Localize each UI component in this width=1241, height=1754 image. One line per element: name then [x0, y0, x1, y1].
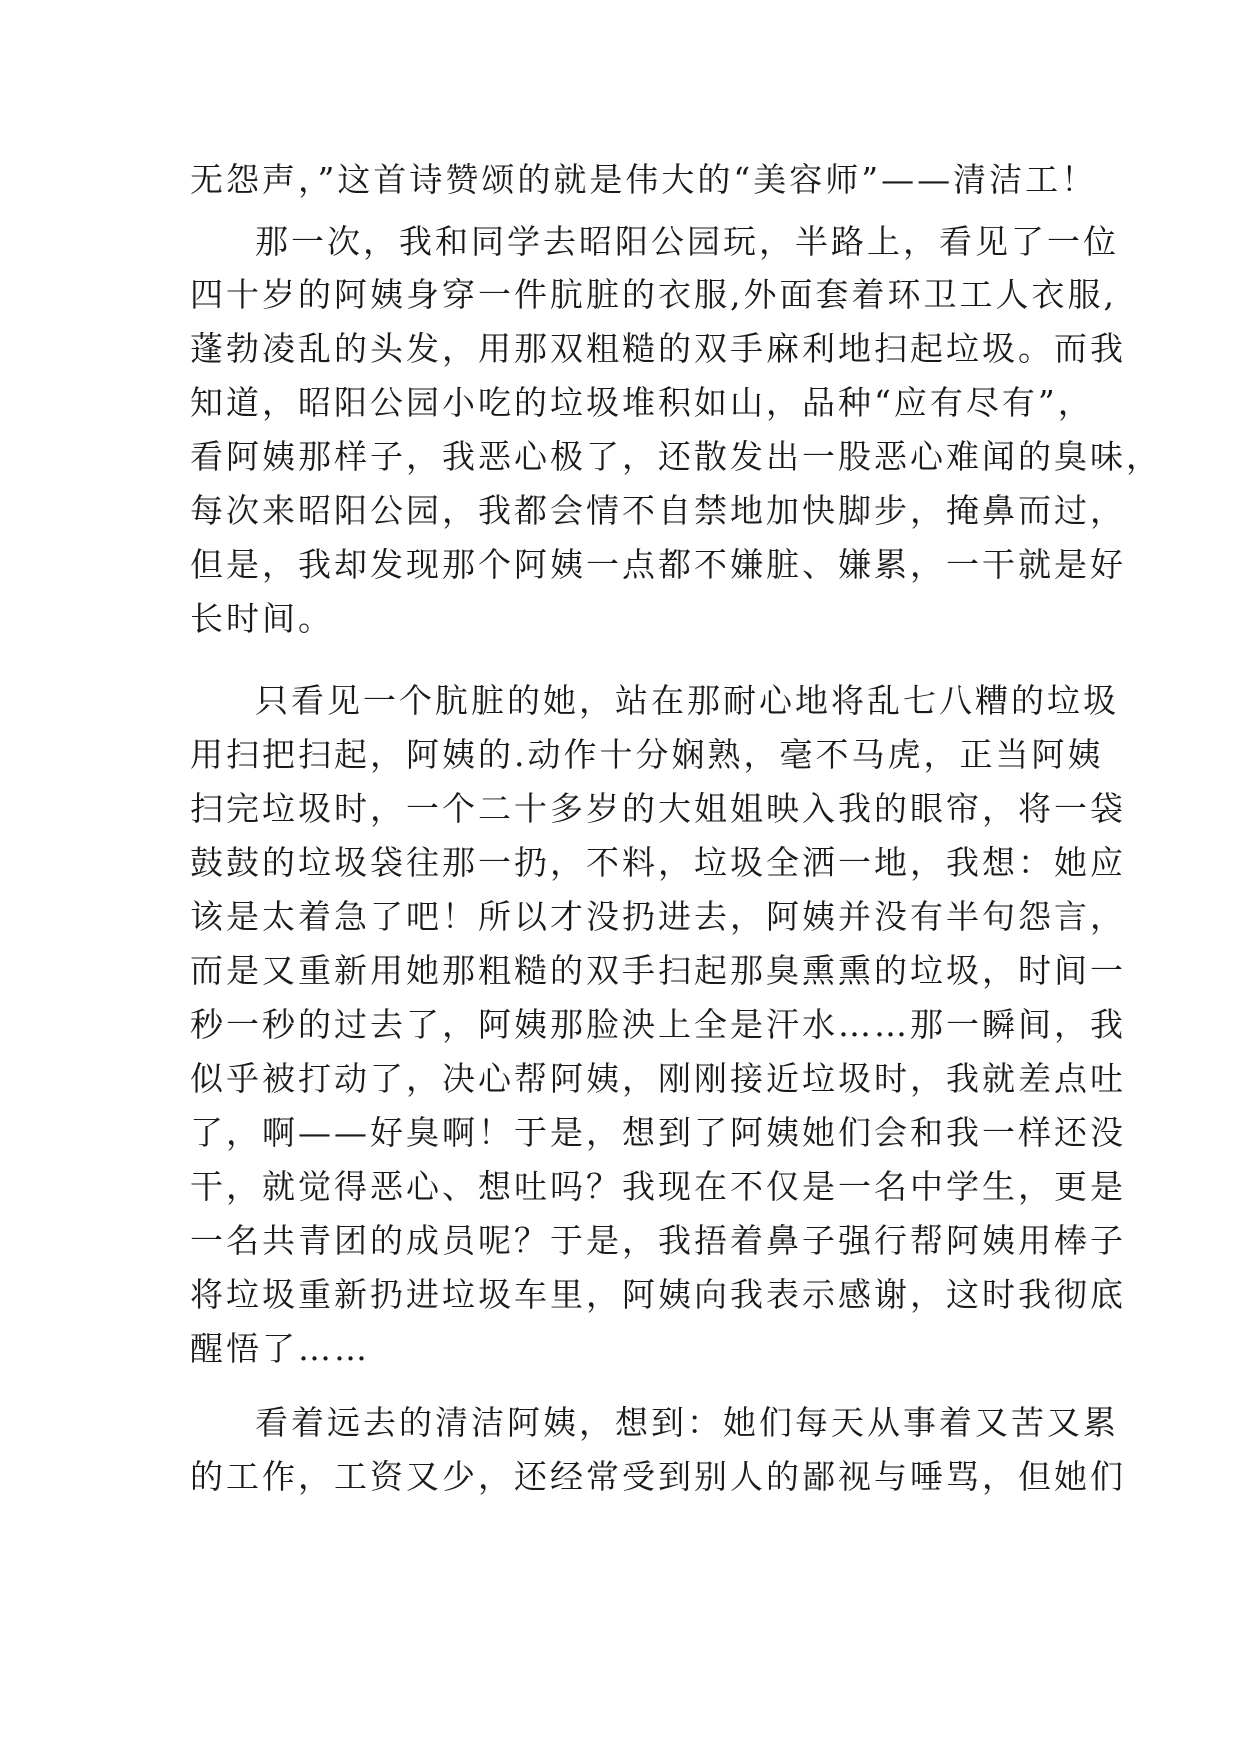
paragraph-2-line-4: 知道，昭阳公园小吃的垃圾堆积如山，品种“应有尽有”， — [190, 383, 1094, 422]
text-line-1: 无怨声，”这首诗赞颂的就是伟大的“美容师”——清洁工！ — [190, 160, 1098, 199]
paragraph-2-line-7: 但是，我却发现那个阿姨一点都不嫌脏、嫌累，一干就是好 — [190, 545, 1126, 584]
paragraph-3-line-2: 用扫把扫起，阿姨的.动作十分娴熟，毫不马虎，正当阿姨 — [190, 735, 1104, 774]
paragraph-3-line-8: 似乎被打动了，决心帮阿姨，刚刚接近垃圾时，我就差点吐 — [190, 1059, 1126, 1098]
paragraph-3-line-12: 将垃圾重新扔进垃圾车里，阿姨向我表示感谢，这时我彻底 — [190, 1275, 1126, 1314]
paragraph-2-line-1: 那一次，我和同学去昭阳公园玩，半路上，看见了一位 — [255, 222, 1119, 261]
paragraph-3-line-11: 一名共青团的成员呢？于是，我捂着鼻子强行帮阿姨用棒子 — [190, 1221, 1126, 1260]
paragraph-2-line-6: 每次来昭阳公园，我都会情不自禁地加快脚步，掩鼻而过， — [190, 491, 1126, 530]
paragraph-4-line-2: 的工作，工资又少，还经常受到别人的鄙视与唾骂，但她们 — [190, 1457, 1126, 1496]
paragraph-4-line-1: 看着远去的清洁阿姨，想到：她们每天从事着又苦又累 — [255, 1403, 1119, 1442]
paragraph-3-line-3: 扫完垃圾时，一个二十多岁的大姐姐映入我的眼帘，将一袋 — [190, 789, 1126, 828]
paragraph-2-line-5: 看阿姨那样子，我恶心极了，还散发出一股恶心难闻的臭味， — [190, 437, 1162, 476]
paragraph-3-line-13: 醒悟了…… — [190, 1329, 370, 1368]
paragraph-3-line-9: 了，啊——好臭啊！于是，想到了阿姨她们会和我一样还没 — [190, 1113, 1126, 1152]
paragraph-2-line-2: 四十岁的阿姨身穿一件肮脏的衣服,外面套着环卫工人衣服, — [190, 275, 1117, 314]
paragraph-3-line-6: 而是又重新用她那粗糙的双手扫起那臭熏熏的垃圾，时间一 — [190, 951, 1126, 990]
paragraph-3-line-1: 只看见一个肮脏的她，站在那耐心地将乱七八糟的垃圾 — [255, 681, 1119, 720]
paragraph-2-line-3: 蓬勃凌乱的头发，用那双粗糙的双手麻利地扫起垃圾。而我 — [190, 329, 1126, 368]
paragraph-2-line-8: 长时间。 — [190, 599, 334, 638]
paragraph-3-line-4: 鼓鼓的垃圾袋往那一扔，不料，垃圾全洒一地，我想：她应 — [190, 843, 1126, 882]
paragraph-3-line-7: 秒一秒的过去了，阿姨那脸泱上全是汗水……那一瞬间，我 — [190, 1005, 1126, 1044]
paragraph-3-line-10: 干，就觉得恶心、想吐吗？我现在不仅是一名中学生，更是 — [190, 1167, 1126, 1206]
paragraph-3-line-5: 该是太着急了吧！所以才没扔进去，阿姨并没有半句怨言， — [190, 897, 1126, 936]
